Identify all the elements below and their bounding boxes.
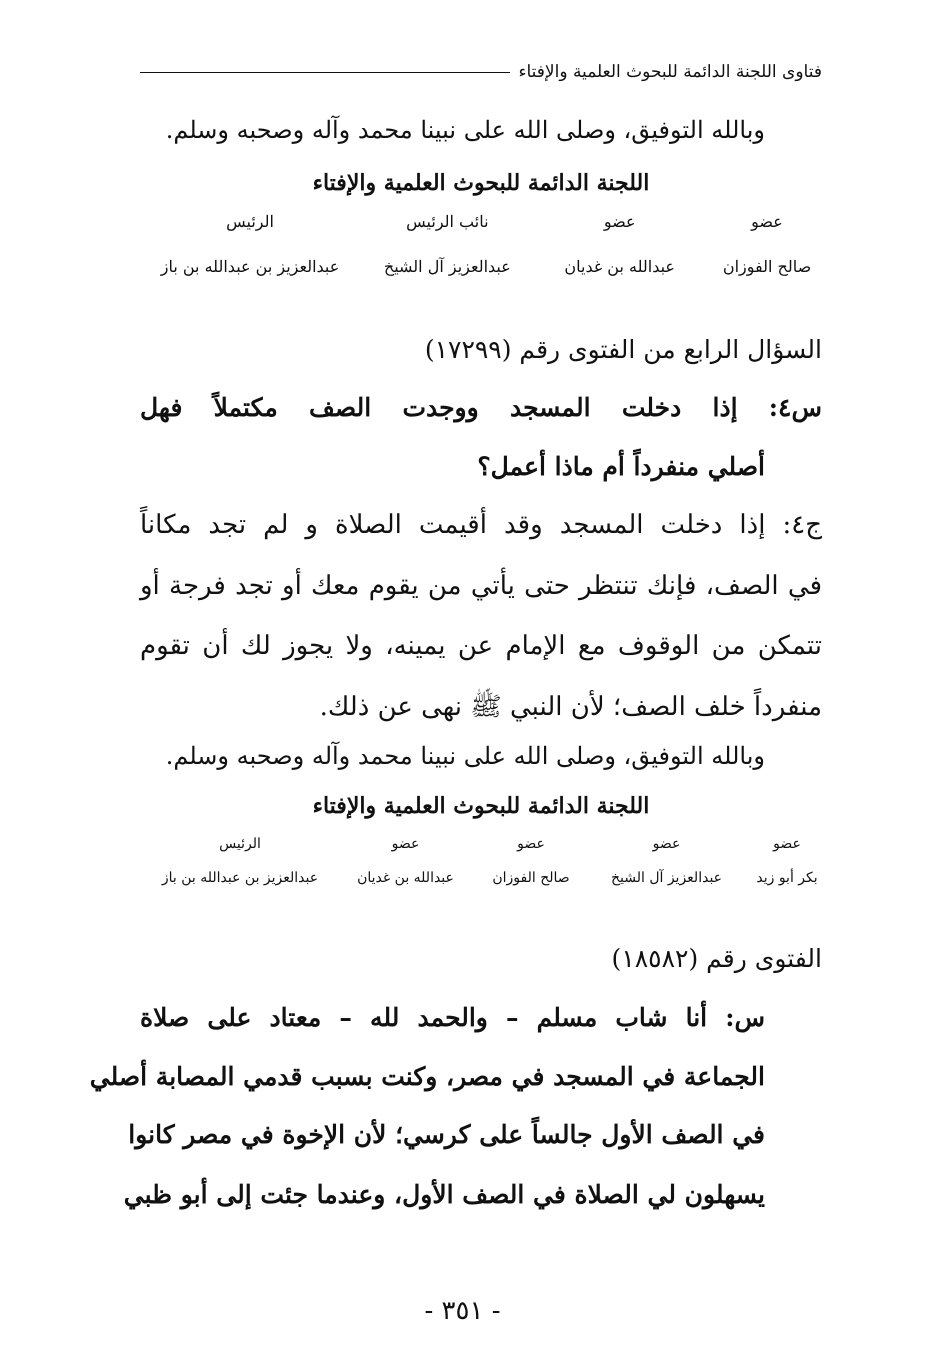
signatory-role: عضو: [391, 836, 420, 852]
signatory-role: عضو: [517, 836, 545, 852]
answer-line: منفرداً خلف الصف؛ لأن النبي ﷺ نهى عن ذلك.: [319, 692, 822, 722]
signatory-name: بكر أبو زيد: [756, 870, 818, 886]
fatwa-heading-2: الفتوى رقم (١٨٥٨٢): [611, 944, 822, 973]
closing-1: وبالله التوفيق، وصلى الله على نبينا محمد وآله وصحبه وسلم.: [165, 116, 765, 144]
closing-2: وبالله التوفيق، وصلى الله على نبينا محمد وآله وصحبه وسلم.: [165, 742, 765, 770]
signatory-roles-1: [150, 212, 822, 231]
question-line: أصلي منفرداً أم ماذا أعمل؟: [477, 452, 765, 481]
question-line: في الصف الأول جالساً على كرسي؛ لأن الإخوة في مصر كانوا: [128, 1120, 765, 1149]
signatory-name: عبدالعزيز آل الشيخ: [383, 257, 511, 276]
answer-line: تتمكن من الوقوف مع الإمام عن يمينه، ولا يجوز لك أن تقوم: [140, 631, 822, 661]
signatory-role: الرئيس: [226, 212, 274, 231]
fatwa-heading-1: السؤال الرابع من الفتوى رقم (١٧٢٩٩): [424, 335, 822, 364]
signatory-roles-2: [150, 836, 822, 852]
signatory-name: عبدالله بن غديان: [357, 870, 454, 886]
page-number: - ٣٥١ -: [424, 1296, 501, 1326]
question-line: س: أنا شاب مسلم – والحمد لله – معتاد على صلاة: [140, 1003, 765, 1032]
committee-title-2: اللجنة الدائمة للبحوث العلمية والإفتاء: [312, 793, 650, 819]
signatory-name: عبدالعزيز آل الشيخ: [610, 870, 723, 886]
header-rule: [140, 72, 510, 73]
committee-title-1: اللجنة الدائمة للبحوث العلمية والإفتاء: [312, 170, 650, 196]
signatory-names-1: [150, 257, 822, 276]
question-line: يسهلون لي الصلاة في الصف الأول، وعندما جئت إلى أبو ظبي: [123, 1180, 765, 1209]
running-header: [140, 62, 822, 82]
signatory-role: نائب الرئيس: [406, 212, 489, 231]
signatory-role: عضو: [603, 212, 636, 231]
question-line: س٤: إذا دخلت المسجد ووجدت الصف مكتملاً فهل: [140, 393, 822, 422]
signatory-role: عضو: [773, 836, 801, 852]
question-line: الجماعة في المسجد في مصر، وكنت بسبب قدمي المصابة أصلي: [89, 1062, 765, 1091]
signatory-name: صالح الفوزان: [722, 257, 812, 276]
signatory-role: عضو: [652, 836, 681, 852]
header-title: فتاوى اللجنة الدائمة للبحوث العلمية والإفتاء: [518, 62, 822, 82]
signatory-name: عبدالله بن غديان: [564, 257, 675, 276]
signatory-name: عبدالعزيز بن عبدالله بن باز: [161, 870, 319, 886]
signatory-name: صالح الفوزان: [492, 870, 570, 886]
answer-line: في الصف، فإنك تنتظر حتى يأتي من يقوم معك أو تجد فرجة أو: [140, 571, 822, 601]
answer-line: ج٤: إذا دخلت المسجد وقد أقيمت الصلاة و لم تجد مكاناً: [140, 510, 822, 540]
signatory-names-2: [150, 870, 822, 886]
signatory-name: عبدالعزيز بن عبدالله بن باز: [160, 257, 340, 276]
signatory-role: الرئيس: [219, 836, 261, 852]
signatory-role: عضو: [751, 212, 783, 231]
